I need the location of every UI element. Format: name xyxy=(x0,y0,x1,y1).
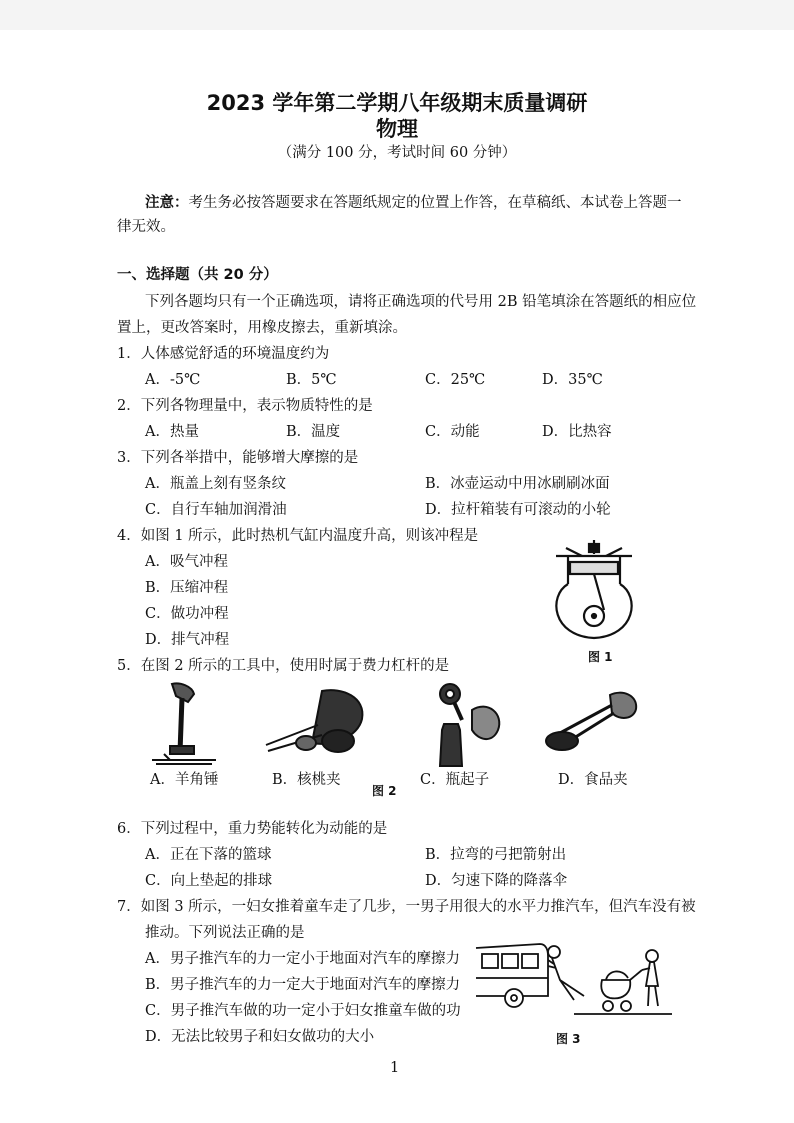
notice-text-1: 考生务必按答题要求在答题纸规定的位置上作答，在草稿纸、本试卷上答题一 xyxy=(188,195,682,211)
nutcracker-icon xyxy=(262,685,372,760)
figure-1-caption: 图 1 xyxy=(588,650,613,664)
question-4-option-a: A．吸气冲程 xyxy=(145,554,228,570)
question-4-option-c: C．做功冲程 xyxy=(145,606,229,622)
page-number: 1 xyxy=(390,1060,400,1076)
question-6-stem: 6．下列过程中，重力势能转化为动能的是 xyxy=(117,821,388,837)
question-1-option-c: C．25℃ xyxy=(425,372,486,388)
question-3-option-a: A．瓶盖上刻有竖条纹 xyxy=(145,476,286,492)
figure-1-engine-cylinder xyxy=(538,536,648,646)
notice-line-2: 律无效。 xyxy=(117,219,175,235)
figure-3-caption: 图 3 xyxy=(556,1032,581,1046)
question-7-stem-1: 7．如图 3 所示，一妇女推着童车走了几步，一男子用很大的水平力推汽车，但汽车没有被 xyxy=(117,899,696,915)
question-6-option-d: D．匀速下降的降落伞 xyxy=(425,873,568,889)
question-1-option-a: A．-5℃ xyxy=(145,372,201,388)
question-2-option-a: A．热量 xyxy=(145,424,199,440)
question-3-option-d: D．拉杆箱装有可滚动的小轮 xyxy=(425,502,611,518)
question-7-stem-2: 推动。下列说法正确的是 xyxy=(145,925,305,941)
section-heading: 一、选择题（共 20 分） xyxy=(117,267,278,283)
claw-hammer-icon xyxy=(150,680,218,768)
question-1-option-d: D．35℃ xyxy=(542,372,603,388)
question-5-option-d: D．食品夹 xyxy=(558,772,628,788)
exam-info: （满分 100 分，考试时间 60 分钟） xyxy=(277,145,517,161)
section-intro-2: 置上，更改答案时，用橡皮擦去，重新填涂。 xyxy=(117,320,407,336)
question-6-option-c: C．向上垫起的排球 xyxy=(145,873,273,889)
food-tongs-icon xyxy=(540,685,640,757)
question-5-stem: 5．在图 2 所示的工具中，使用时属于费力杠杆的是 xyxy=(117,658,450,674)
question-2-option-b: B．温度 xyxy=(286,424,341,440)
question-3-stem: 3．下列各举措中，能够增大摩擦的是 xyxy=(117,450,359,466)
question-2-stem: 2．下列各物理量中，表示物质特性的是 xyxy=(117,398,373,414)
subject-title: 物理 xyxy=(376,117,418,141)
bottle-opener-icon xyxy=(432,680,506,768)
question-5-option-c: C．瓶起子 xyxy=(420,772,490,788)
scan-top-band xyxy=(0,0,794,30)
figure-3-car-and-stroller xyxy=(474,934,674,1022)
question-7-option-b: B．男子推汽车的力一定大于地面对汽车的摩擦力 xyxy=(145,977,461,993)
question-6-option-a: A．正在下落的篮球 xyxy=(145,847,272,863)
question-7-option-a: A．男子推汽车的力一定小于地面对汽车的摩擦力 xyxy=(145,951,460,967)
question-3-option-b: B．冰壶运动中用冰刷刷冰面 xyxy=(425,476,610,492)
notice-label: 注意： xyxy=(145,195,189,211)
notice-line-1 xyxy=(145,191,682,212)
exam-title: 2023 学年第二学期八年级期末质量调研 xyxy=(206,91,588,115)
question-2-option-c: C．动能 xyxy=(425,424,480,440)
question-3-option-c: C．自行车轴加润滑油 xyxy=(145,502,287,518)
question-5-option-a: A．羊角锤 xyxy=(150,772,219,788)
question-7-option-d: D．无法比较男子和妇女做功的大小 xyxy=(145,1029,375,1045)
question-7-option-c: C．男子推汽车做的功一定小于妇女推童车做的功 xyxy=(145,1003,461,1019)
question-5-option-b: B．核桃夹 xyxy=(272,772,341,788)
question-2-option-d: D．比热容 xyxy=(542,424,612,440)
question-4-option-b: B．压缩冲程 xyxy=(145,580,229,596)
question-1-stem: 1．人体感觉舒适的环境温度约为 xyxy=(117,346,330,362)
section-intro-1: 下列各题均只有一个正确选项，请将正确选项的代号用 2B 铅笔填涂在答题纸的相应位 xyxy=(145,294,697,310)
question-4-option-d: D．排气冲程 xyxy=(145,632,230,648)
question-4-stem: 4．如图 1 所示，此时热机气缸内温度升高，则该冲程是 xyxy=(117,528,479,544)
question-6-option-b: B．拉弯的弓把箭射出 xyxy=(425,847,567,863)
question-1-option-b: B．5℃ xyxy=(286,372,337,388)
figure-2-caption: 图 2 xyxy=(372,784,397,798)
